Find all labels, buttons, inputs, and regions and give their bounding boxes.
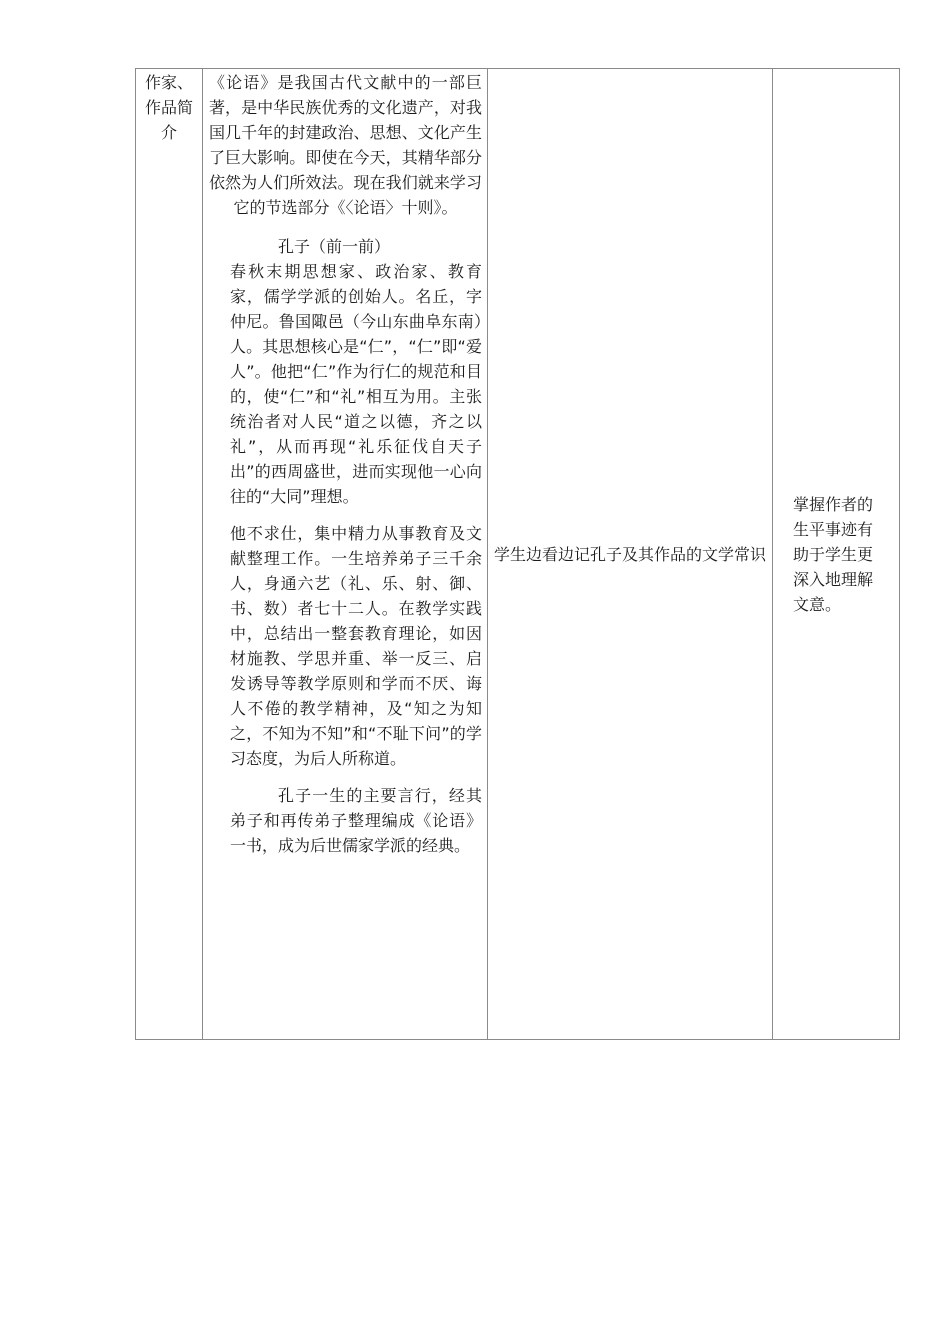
topic-label: 作家、作品简介 (144, 73, 193, 142)
topic-cell (136, 69, 203, 1040)
author-paragraph-1: 春秋末期思想家、政治家、教育家，儒学学派的创始人。名丘，字仲尼。鲁国陬邑（今山东曲阜东南）人。其思想核心是“仁”，“仁”即“爱人”。他把“仁”作为行仁的规范和目的，使“仁”和“礼”相互为用。主张统治者对人民“道之以德，齐之以礼”，从而再现“礼乐征伐自天子出”的西周盛世，进而实现他一心向往的“大同”理想。 (230, 262, 482, 506)
content-cell (203, 69, 488, 1040)
table-row (136, 69, 900, 1040)
student-activity-text: 学生边看边记孔子及其作品的文学常识 (494, 544, 767, 564)
design-purpose-text: 掌握作者的生平事迹有助于学生更深入地理解文意。 (793, 494, 874, 614)
purpose-cell (773, 69, 900, 1040)
author-heading: 孔子（前一前） (278, 237, 391, 256)
activity-cell (488, 69, 773, 1040)
author-paragraph-2: 他不求仕，集中精力从事教育及文献整理工作。一生培养弟子三千余人，身通六艺（礼、乐、射、御、书、数）者七十二人。在教学实践中，总结出一整套教育理论，如因材施教、学思并重、举一反三、启发诱导等教学原则和学而不厌、诲人不倦的教学精神，及“知之为知之，不知为不知”和“不耻下问”的学习态度，为后人所称道。 (230, 524, 482, 768)
intro-paragraph: 《论语》是我国古代文献中的一部巨著，是中华民族优秀的文化遗产，对我国几千年的封建政治、思想、文化产生了巨大影响。即使在今天，其精华部分依然为人们所效法。现在我们就来学习它的节选部分《〈论语〉十则》。 (209, 73, 482, 217)
author-block (203, 234, 487, 858)
author-paragraph-3: 孔子一生的主要言行，经其弟子和再传弟子整理编成《论语》一书，成为后世儒家学派的经典。 (230, 786, 482, 855)
lesson-plan-table (135, 68, 900, 1040)
